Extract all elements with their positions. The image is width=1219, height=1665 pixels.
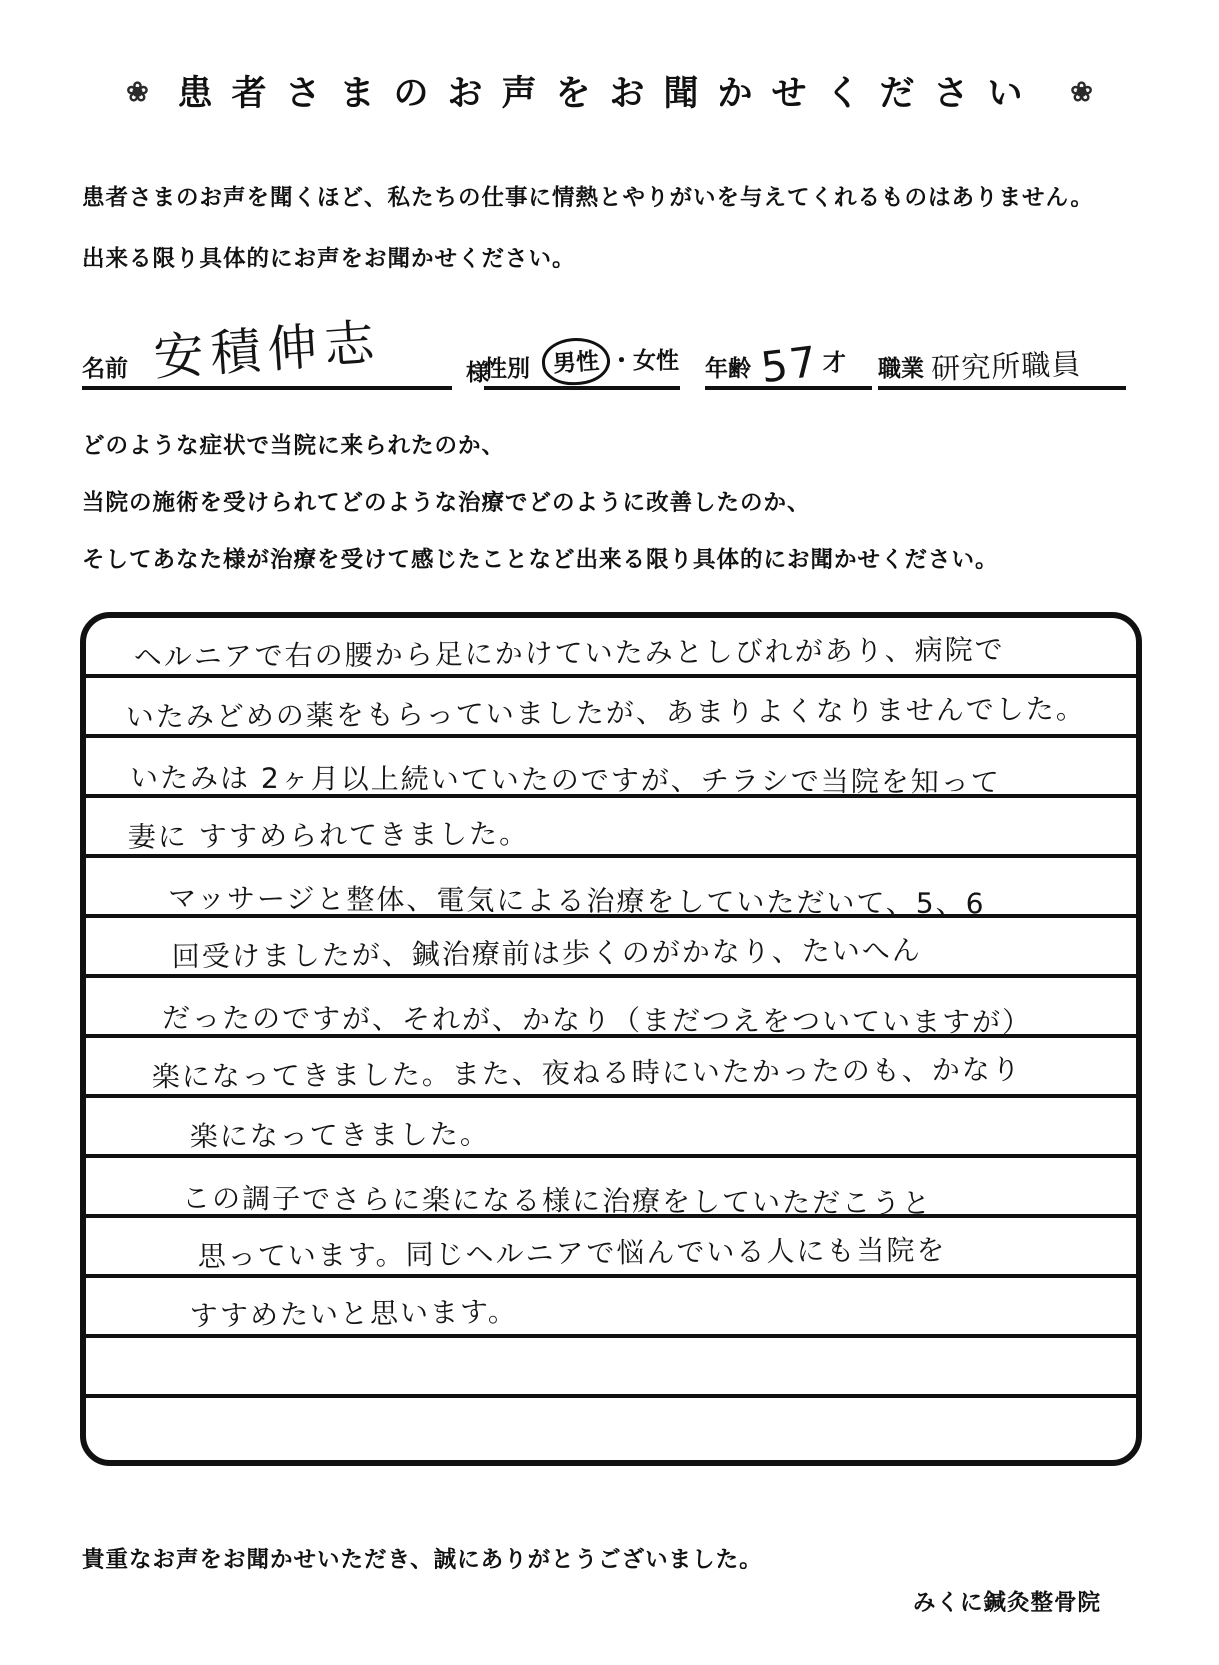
response-box [80,612,1142,1466]
flower-icon: ❀ [1070,77,1093,107]
closing-note: 貴重なお声をお聞かせいただき、誠にありがとうございました。 [82,1547,763,1572]
occupation-value-handwritten: 研究所職員 [930,346,1082,387]
response-line-text: この調子でさらに楽になる様に治療をしていただこうと [182,1181,933,1220]
response-line-text: 妻に すすめられてきました。 [127,816,530,854]
response-line-text: 思っています。同じヘルニアで悩んでいる人にも当院を [197,1233,947,1273]
gender-female-option: 女性 [633,347,679,373]
response-line [86,1338,1136,1398]
intro-paragraph [82,180,1157,302]
response-line [86,1398,1136,1458]
gender-label: 性別 [484,355,530,381]
response-line-text: 楽になってきました。 [189,1117,490,1153]
age-field [705,294,872,393]
instruction-line: どのような症状で当院に来られたのか、 [82,433,506,458]
instruction-line: そしてあなた様が治療を受けて感じたことなど出来る限り具体的にお聞かせください。 [82,547,999,572]
response-line-text: ヘルニアで右の腰から足にかけていたみとしびれがあり、病院で [133,632,1005,674]
response-line-text: 回受けましたが、鍼治療前は歩くのがかなり、たいへん [171,933,922,973]
clinic-name: みくに鍼灸整骨院 [912,1590,1101,1615]
gender-options [542,336,679,383]
gender-male-circled [540,336,611,388]
response-line-text: いたみどめの薬をもらっていましたが、あまりよくなりませんでした。 [125,691,1086,734]
page-title [0,66,1219,116]
age-unit: 才 [822,349,846,375]
response-line [86,918,1136,978]
flower-icon: ❀ [126,77,149,107]
name-value-handwritten: 安積伸志 [151,313,384,388]
response-line [86,858,1136,918]
response-line [86,738,1136,798]
instructions [82,428,1157,599]
response-line-text: 楽になってきました。また、夜ねる時にいたかったのも、かなり [151,1052,1022,1094]
gender-separator: ・ [610,347,633,373]
age-label: 年齢 [705,355,751,381]
name-honorific: 様 [466,359,489,385]
response-line [86,1218,1136,1278]
response-line [86,978,1136,1038]
response-line [86,1158,1136,1218]
name-field [82,294,452,390]
age-value-handwritten: 57 [758,336,822,393]
age-value-wrap [758,336,846,393]
occupation-field [878,294,1126,390]
intro-line: 出来る限り具体的にお声をお聞かせください。 [82,246,576,271]
gender-male-option: 男性 [552,347,600,377]
name-label: 名前 [82,355,128,381]
response-line-text: マッサージと整体、電気による治療をしていただいて、5、6 [168,881,986,920]
patient-info-row [82,298,1157,393]
response-line [86,1098,1136,1158]
response-line [86,678,1136,738]
occupation-label: 職業 [878,355,924,381]
response-line-text: いたみは 2ヶ月以上続いていたのですが、チラシで当院を知って [130,760,1001,799]
response-line [86,798,1136,858]
response-line-text: だったのですが、それが、かなり（まだつえをついていますが） [162,1001,1033,1039]
gender-field [484,294,680,390]
response-line [86,1278,1136,1338]
response-line [86,1038,1136,1098]
response-line [86,618,1136,678]
instruction-line: 当院の施術を受けられてどのような治療でどのように改善したのか、 [82,490,811,515]
intro-line: 患者さまのお声を聞くほど、私たちの仕事に情熱とやりがいを与えてくれるものはありません。 [82,185,1094,210]
response-line-text: すすめたいと思います。 [189,1294,518,1333]
page-title-text: 患者さまのお声をお聞かせください [177,74,1042,113]
